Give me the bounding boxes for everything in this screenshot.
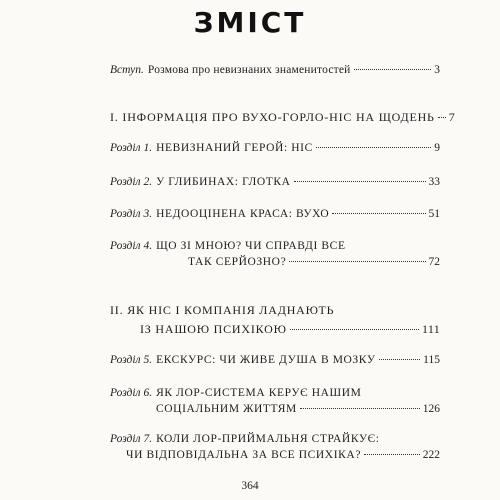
entry-title: II. ЯК НІС І КОМПАНІЯ ЛАДНАЮТЬ: [110, 303, 335, 317]
toc-entry-chapter-7: [110, 433, 440, 461]
toc-line: [110, 354, 440, 366]
leader-dots: [294, 181, 426, 182]
entry-page-number: 3: [434, 64, 440, 76]
entry-prefix: Розділ 7.: [110, 433, 153, 445]
toc-line: [110, 303, 440, 318]
leader-dots: [289, 261, 425, 262]
toc-line: [110, 142, 440, 154]
entry-title: У ГЛИБИНАХ: ГЛОТКА: [156, 176, 291, 188]
toc-line: [110, 110, 456, 125]
entry-page-number: 222: [422, 449, 440, 461]
toc-line-continued: [110, 256, 440, 268]
entry-prefix: Розділ 5.: [110, 354, 153, 366]
toc-line: [110, 176, 440, 188]
entry-page-number: 72: [428, 256, 440, 268]
toc-line: [110, 433, 440, 445]
entry-prefix: Розділ 2.: [110, 176, 153, 188]
entry-title-continued: ЧИ ВІДПОВІДАЛЬНА ЗА ВСЕ ПСИХІКА?: [126, 449, 362, 461]
entry-page-number: 7: [448, 110, 456, 124]
entry-page-number: 126: [422, 403, 440, 415]
entry-prefix: Розділ 4.: [110, 240, 153, 252]
entry-title: I. ІНФОРМАЦІЯ ПРО ВУХО-ГОРЛО-НІС НА ЩОДЕНЬ: [110, 110, 435, 124]
toc-entry-chapter-6: [110, 387, 440, 415]
toc-entry-chapter-3: [110, 208, 440, 220]
toc-entry-chapter-1: [110, 142, 440, 154]
leader-dots: [364, 454, 420, 455]
entry-prefix: Розділ 1.: [110, 142, 153, 154]
entry-title-continued: ІЗ НАШОЮ ПСИХІКОЮ: [140, 322, 287, 336]
leader-dots: [332, 213, 425, 214]
entry-title: НЕДООЦІНЕНА КРАСА: ВУХО: [156, 208, 330, 220]
entry-page-number: 33: [428, 176, 440, 188]
entry-title-continued: ТАК СЕРЙОЗНО?: [188, 256, 287, 268]
leader-dots: [300, 408, 420, 409]
toc-entry-part-2: [110, 303, 440, 337]
page-title: ЗМІСТ: [193, 6, 307, 39]
toc-line: [110, 387, 440, 399]
toc-line-continued: [110, 322, 440, 337]
entry-page-number: 9: [434, 142, 440, 154]
entry-prefix: Розділ 3.: [110, 208, 153, 220]
leader-dots: [290, 329, 419, 330]
leader-dots: [354, 69, 432, 70]
toc-entry-chapter-2: [110, 176, 440, 188]
toc-line-continued: [110, 403, 440, 415]
entry-title: ЯК ЛОР-СИСТЕМА КЕРУЄ НАШИМ: [156, 387, 362, 399]
entry-prefix: Вступ.: [110, 64, 144, 76]
toc-entry-part-1: [110, 110, 456, 125]
toc-line: [110, 208, 440, 220]
leader-dots: [316, 147, 431, 148]
toc-line-continued: [110, 449, 440, 461]
entry-title: ЩО ЗІ МНОЮ? ЧИ СПРАВДІ ВСЕ: [156, 240, 346, 252]
entry-prefix: Розділ 6.: [110, 387, 153, 399]
toc-entry-intro: [110, 64, 440, 76]
entry-title-continued: СОЦІАЛЬНИМ ЖИТТЯМ: [156, 403, 297, 415]
entry-title: НЕВИЗНАНИЙ ГЕРОЙ: НІС: [156, 142, 313, 154]
toc-line: [110, 64, 440, 76]
entry-page-number: 111: [421, 322, 440, 336]
entry-page-number: 115: [423, 354, 440, 366]
toc-entry-chapter-5: [110, 354, 440, 366]
toc-entry-chapter-4: [110, 240, 440, 268]
toc-line: [110, 240, 440, 252]
footer-page-number: 364: [241, 480, 259, 492]
leader-dots: [379, 359, 421, 360]
leader-dots: [438, 117, 446, 118]
entry-title: ЕКСКУРС: ЧИ ЖИВЕ ДУША В МОЗКУ: [156, 354, 376, 366]
entry-title: Розмова про невизнаних знаменитостей: [147, 64, 351, 76]
entry-page-number: 51: [428, 208, 440, 220]
entry-title: КОЛИ ЛОР-ПРИЙМАЛЬНЯ СТРАЙКУЄ:: [156, 433, 380, 445]
